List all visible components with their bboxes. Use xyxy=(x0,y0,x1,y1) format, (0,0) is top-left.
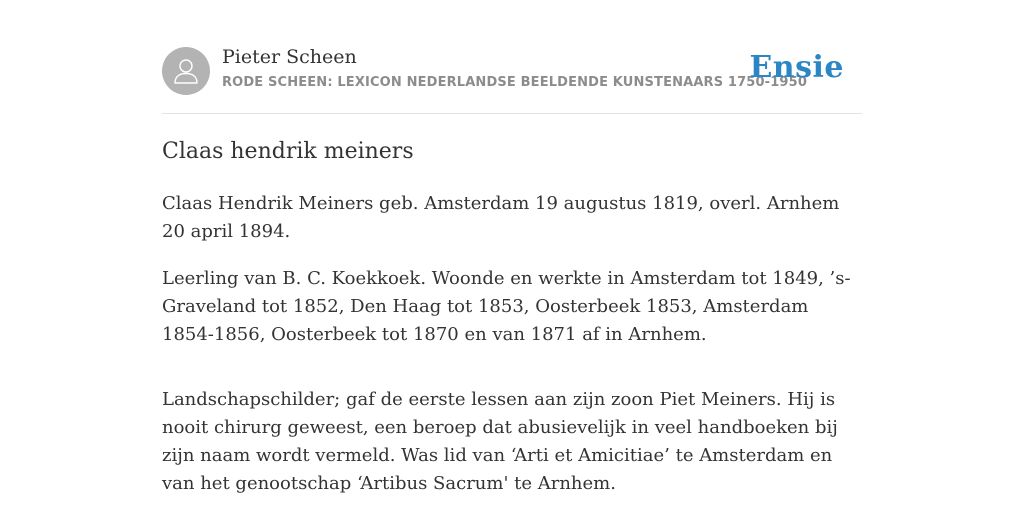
source-title[interactable]: RODE SCHEEN: LEXICON NEDERLANDSE BEELDENDE KUNSTENAARS 1750-1950 xyxy=(222,75,808,90)
entry-card xyxy=(162,0,862,494)
entry-header xyxy=(162,0,862,114)
paragraph-training: Leerling van B. C. Koekkoek. Woonde en werkte in Amsterdam tot 1849, ’s-Graveland tot 1852, Den Haag tot 1853, Oosterbeek 1853, Amsterdam 1854-1856, Oosterbeek tot 1870 en van 1871 af in Arnhem. xyxy=(162,268,851,345)
page-title: Claas hendrik meiners xyxy=(162,139,414,164)
brand-logo[interactable]: Ensie xyxy=(749,50,844,85)
user-icon xyxy=(173,57,199,85)
avatar[interactable] xyxy=(162,47,210,95)
author-name[interactable]: Pieter Scheen xyxy=(222,46,357,68)
paragraph-career: Landschapschilder; gaf de eerste lessen aan zijn zoon Piet Meiners. Hij is nooit chirurg geweest, een beroep dat abusievelijk in veel handboeken bij zijn naam wordt vermeld. Was lid van ‘Arti et Amicitiae’ te Amsterdam en van het genootschap ‘Artibus Sacrum' te Arnhem. xyxy=(162,389,838,494)
paragraph-intro: Claas Hendrik Meiners geb. Amsterdam 19 augustus 1819, overl. Arnhem 20 april 1894. xyxy=(162,193,840,242)
article-body xyxy=(162,190,862,517)
